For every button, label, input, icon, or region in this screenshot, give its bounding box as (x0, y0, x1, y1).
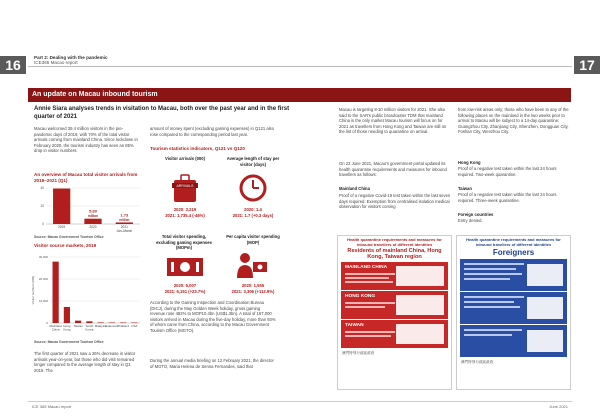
y-tick-label: 10,000 (38, 299, 48, 304)
data-label-unit: million (87, 214, 99, 219)
bar (116, 222, 133, 224)
data-label-unit: million (119, 217, 130, 222)
x-tick-label: Malaysia (94, 324, 107, 328)
x-tick-label: Mainland (49, 324, 62, 328)
column-4-heading-hk: Hong Kong (458, 160, 481, 165)
y-tick-label: 30,000 (38, 255, 48, 260)
column-1-para-2: The first quarter of 2021 saw a 26% decrease in visitor arrivals year-on-year, but those who did visit remained longer compared to the average length of stay in Q1 2019. The (34, 351, 136, 373)
y-tick-label: 0 (46, 321, 48, 326)
clock-icon (238, 172, 268, 204)
y-axis-label: Visitor numbers (000) (31, 275, 35, 305)
x-tick-label: Jan–March (116, 228, 133, 233)
poster-residents-heading: Health quarantine requirements and measures for inbound travellers of different identities (347, 237, 442, 247)
column-2-para-2: According to the Gaming Inspection and Coordination Bureau (DICJ), during the May Golden Week holiday, gross gaming revenue rose 492% to MOP10.4bn (US$1.3bn). A total of 167,000 visitors arrived in Macau during the five-day holiday, more than 93% of whom came from China, according to the Macau Government Tourism Office (MGTO). (150, 300, 276, 333)
data-label: 5.89 (89, 208, 97, 214)
stats-title: Tourism statistics indicators, Q121 vs Q120 (150, 146, 245, 151)
poster-foreigners-title: Foreigners (492, 248, 535, 258)
column-2-para-1: amount of money spent (excluding gaming expenses) in Q121 also rose compared to the corresponding period last year. (150, 126, 275, 137)
x-tick-label: 2021 (120, 225, 128, 230)
stats-arrivals-values: 2020: 3,219 2021: 1,735.4 (-46%) (165, 207, 205, 218)
running-head-part: Part 2: Dealing with the pandemic (34, 55, 108, 60)
x-tick-label: Thailand (117, 324, 129, 328)
chart-2-title: Visitor source markets, 2019 (34, 243, 97, 248)
bar (75, 321, 81, 323)
column-3-para-2: On 22 June 2021, Macau's government portal updated its health quarantine requirements and measures for inbound travellers as follows: (339, 161, 447, 178)
y-tick-label: 20 (40, 204, 44, 209)
bar (120, 322, 126, 323)
poster-region-1-label: MAINLAND CHINA (345, 265, 388, 271)
bar (109, 322, 115, 323)
column-4-para-1: from low-risk areas only; those who have been to any of the following places on the mainland in the two weeks prior to arrival to Macau will be subject to a 14-day quarantine: Guangzhou City, Zhanjiang City, Shenzhen, Dongguan City, Foshan City, Wenzhou City. (458, 107, 569, 135)
poster-foreigners (456, 235, 571, 390)
chart-arrivals (30, 184, 142, 234)
stats-spend-label: Total visitor spending, excluding gaming expenses (MOPm) (156, 234, 212, 251)
x-tick-label: Korea (85, 327, 94, 332)
arrivals-icon (170, 172, 200, 204)
column-4-para-taiwan: Proof of a negative test taken within the last 24 hours required. Three-week quarantine. (458, 192, 557, 203)
poster-residents-block-3 (341, 320, 448, 348)
poster-region-2-label: HONG KONG (345, 294, 376, 300)
poster-residents-title: Residents of mainland China, Hong Kong, Taiwan region (347, 248, 442, 261)
stats-stay-values: 2020: 1.4 2021: 1.7 (+0.3 days) (232, 207, 274, 218)
bar (53, 189, 70, 224)
x-tick-label: Hong (63, 324, 71, 328)
x-tick-label: Kong (63, 327, 71, 332)
poster-region-3-label: TAIWAN (345, 323, 364, 329)
x-tick-label: Indonesia (105, 324, 119, 328)
article-headline: Annie Siara analyses trends in visitation to Macau, both over the past year and in the first quarter of 2021 (34, 106, 290, 120)
poster-residents-block-2 (341, 291, 448, 319)
person-money-icon (233, 250, 269, 280)
section-banner: An update on Macau inbound tourism (28, 88, 571, 102)
x-tick-label: USA (131, 324, 138, 328)
column-4-para-hk: Proof of a negative test taken within the last 24 hours required. Two-week quarantine. (458, 166, 557, 177)
footer-right: June 2021 (549, 404, 568, 409)
stats-stay-label: Average length of stay per visitor (days) (226, 156, 280, 167)
bar (98, 322, 104, 323)
header-rule (28, 66, 572, 67)
column-1-para-1: Macau welcomed 39.4 million visitors in the pre-pandemic days of 2019, with 70% of the total visitor arrivals coming from mainland China. Since lockdown in February 2020, the tourism industry has seen an 85% drop in visitor numbers. (34, 126, 138, 154)
poster-foreigners-block-1 (460, 259, 567, 291)
chart-1-source: Source: Macau Government Tourism Office (34, 235, 104, 239)
column-2-para-3: During the annual media briefing on 12 February 2021, the director of MGTO, Maria Helena de Senna Fernandes, said that (150, 358, 274, 369)
x-tick-label: 2019 (58, 225, 66, 230)
stats-percap-label: Per capita visitor spending (MOP) (226, 234, 280, 245)
data-label: 1.73 (120, 212, 129, 218)
footer-rule (28, 401, 572, 402)
column-4-heading-foreign: Foreign countries (458, 212, 494, 217)
bar (64, 307, 70, 323)
x-tick-label: South (85, 324, 94, 328)
poster-foreigners-block-2 (460, 292, 567, 324)
x-tick-label: Taiwan (73, 324, 83, 328)
stats-arrivals-label: Visitor arrivals (000) (165, 156, 205, 161)
footer-left: ICE 365 Macau report (32, 404, 72, 409)
x-tick-label: China (51, 327, 60, 332)
column-3-para-3: Proof of a negative Covid-19 test taken within the last seven days required. Exemption from centralised isolation medical observation for visitors coming (339, 193, 451, 210)
page-number-right: 17 (574, 56, 600, 74)
poster-foreigners-footer: 澳門特別行政區政府 (461, 360, 494, 365)
y-tick-label: 20,000 (38, 277, 48, 282)
x-tick-label: 2020 (89, 225, 97, 230)
poster-foreigners-heading: Health quarantine requirements and measures for inbound travellers of different identities (466, 237, 561, 247)
bar (84, 219, 101, 224)
poster-residents-block-1 (341, 262, 448, 290)
banknote-icon (165, 254, 205, 280)
page-number-left: 16 (0, 56, 26, 74)
column-4-para-foreign: Entry denied. (458, 218, 483, 223)
chart-1-title: An overview of Macau total visitor arrivals from 2019–2021 (Q1) (34, 172, 138, 183)
poster-residents-footer: 澳門特別行政區政府 (342, 351, 375, 356)
running-head-sub: ICE365 Macao report (34, 60, 78, 66)
y-tick-label: 40 (40, 186, 44, 191)
stats-percap-values: 2020: 1,555 2021: 3,306 (+112.9%) (231, 283, 275, 294)
bar (53, 262, 59, 323)
running-head (34, 55, 108, 66)
chart-2-source: Source: Macau Government Tourism Office (34, 340, 104, 344)
chart-source-markets (30, 253, 142, 338)
poster-residents (337, 235, 452, 390)
svg-text:ARRIVALS: ARRIVALS (176, 184, 194, 188)
stats-spend-values: 2020: 5,007 2021: 6,151 (+23.7%) (164, 283, 206, 294)
column-3-para-1: Macau is targeting 8-10 million visitors for 2021. She also said to the SAR's public broadcaster TDM that mainland China is the only market Macau tourism will focus on for 2021 as travellers from Hong Kong and Taiwan are still on the list of those needing to quarantine on arrival. (339, 107, 447, 135)
column-4-heading-taiwan: Taiwan (458, 186, 472, 191)
poster-foreigners-block-3 (460, 325, 567, 357)
y-tick-label: 0 (42, 222, 44, 227)
column-3-heading: Mainland China (339, 186, 370, 191)
bar (86, 321, 92, 323)
